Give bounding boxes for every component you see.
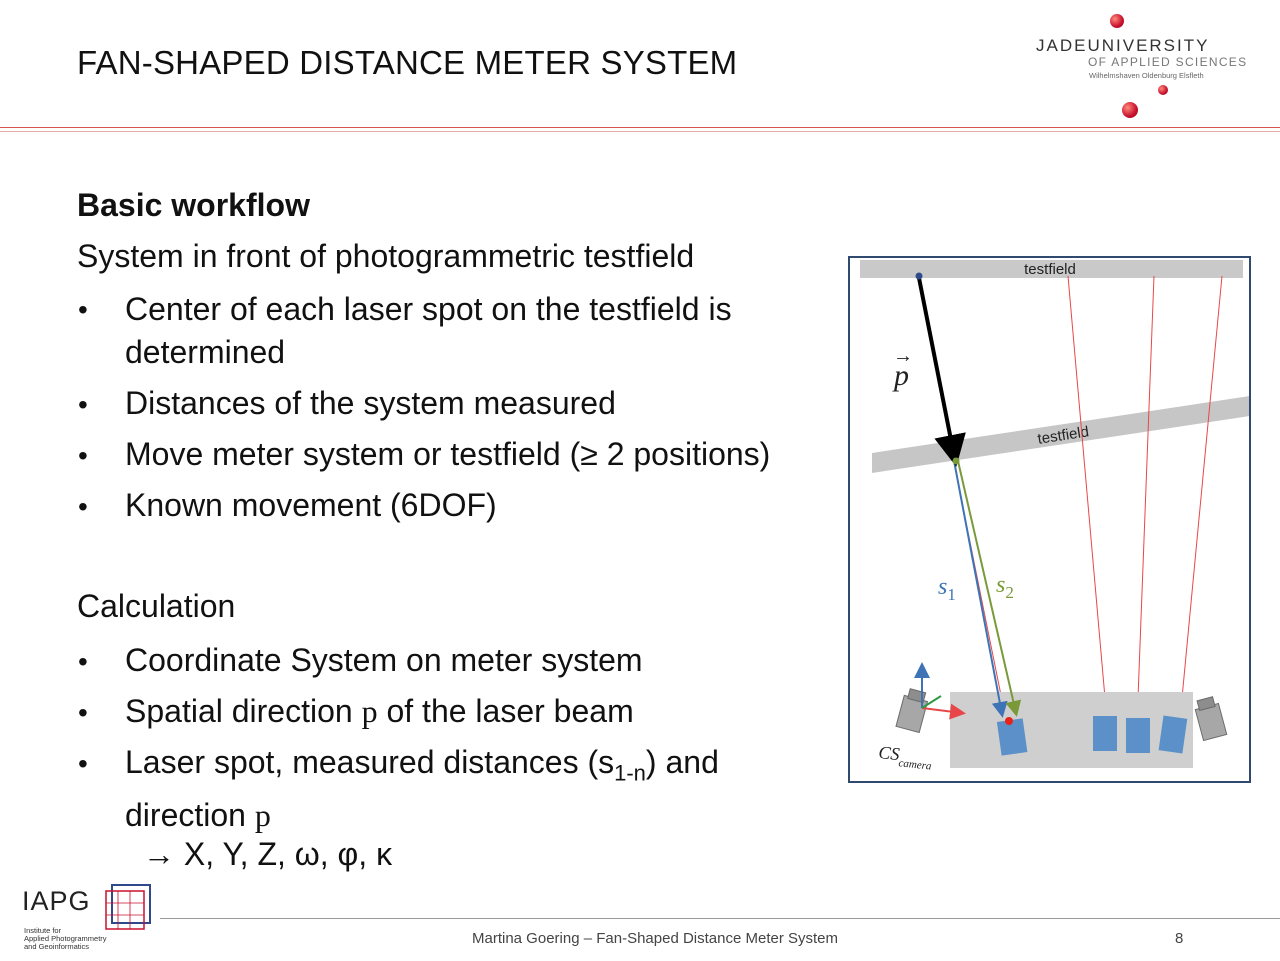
bullet-icon: • — [78, 294, 88, 325]
vector-arrow-glyph: → — [893, 345, 913, 367]
vector-p-symbol: p — [361, 693, 378, 729]
institute-logo-grid-icon — [104, 884, 154, 932]
logo-dot-icon — [1110, 14, 1124, 28]
calc-bullet-3-sub: 1-n — [614, 760, 646, 786]
university-logo — [1030, 10, 1270, 125]
section-heading: Basic workflow — [77, 187, 310, 223]
calc-bullet-3-post: ) and — [645, 744, 719, 780]
vector-p-arrow — [919, 278, 954, 455]
laser-spot-tilted — [953, 458, 960, 465]
laser-sensor — [1126, 718, 1150, 753]
calculation-heading: Calculation — [77, 588, 236, 624]
s1-label: $s_1$ — [938, 574, 956, 604]
logo-subtitle: OF APPLIED SCIENCES — [1088, 55, 1248, 69]
calc-bullet-3-line2: direction — [125, 797, 255, 834]
laser-beam-red — [1138, 276, 1154, 698]
calc-bullet-2 — [125, 690, 845, 733]
calc-bullet-1: Coordinate System on meter system — [125, 642, 643, 678]
laser-sensor — [997, 718, 1027, 755]
footer-divider — [160, 918, 1280, 919]
page-number: 8 — [1175, 930, 1184, 947]
workflow-bullet-2: Distances of the system measured — [125, 385, 616, 421]
camera-right-icon — [1193, 696, 1227, 741]
bullet-icon: • — [78, 646, 88, 677]
header-divider — [0, 127, 1280, 128]
bullet-icon: • — [78, 748, 88, 779]
bullet-icon: • — [78, 491, 88, 522]
laser-beam-red — [1068, 276, 1105, 698]
logo-name: JADEUNIVERSITY — [1036, 36, 1210, 55]
logo-locations: Wilhelmshaven Oldenburg Elsfleth — [1089, 71, 1204, 80]
laser-sensor — [1159, 715, 1188, 753]
workflow-bullet-4: Known movement (6DOF) — [125, 487, 497, 523]
logo-dot-icon — [1122, 102, 1138, 118]
bullet-icon: • — [78, 389, 88, 420]
diagram-svg — [850, 258, 1249, 781]
sensor-origin-point — [1005, 717, 1013, 725]
testfield-top-label: testfield — [1024, 261, 1076, 278]
workflow-bullet-1: Center of each laser spot on the testfield is determined — [125, 291, 732, 370]
calc-bullet-2-pre: Spatial direction — [125, 693, 362, 729]
bullet-icon: • — [78, 440, 88, 471]
institute-line: Institute for — [24, 926, 62, 935]
workflow-bullet-3: Move meter system or testfield (≥ 2 positions) — [125, 436, 771, 472]
vector-p-label: p — [894, 359, 909, 392]
meter-system-base — [950, 692, 1193, 768]
institute-line: and Geoinformatics — [24, 942, 90, 951]
header-divider-light — [0, 131, 1280, 132]
institute-line: Applied Photogrammetry — [24, 934, 107, 943]
bullet-icon: • — [78, 697, 88, 728]
footer-author: Martina Goering – Fan-Shaped Distance Meter System — [472, 930, 838, 947]
slide-title: FAN-SHAPED DISTANCE METER SYSTEM — [77, 44, 738, 81]
testfield-tilted-label: testfield — [1036, 423, 1091, 448]
logo-dot-icon — [1158, 85, 1168, 95]
laser-spot-top — [916, 273, 923, 280]
s2-label: $s_2$ — [996, 572, 1014, 602]
result-line: → X, Y, Z, ω, φ, κ — [143, 836, 393, 872]
vector-p-symbol: p — [254, 797, 271, 834]
calc-bullet-2-post: of the laser beam — [377, 693, 634, 729]
laser-sensor — [1093, 716, 1117, 751]
intro-text: System in front of photogrammetric testfield — [77, 238, 695, 274]
camera-left-icon — [896, 688, 930, 733]
institute-logo: IAPG — [22, 886, 91, 916]
workflow-diagram — [848, 256, 1251, 783]
laser-beam-red — [1182, 276, 1222, 698]
calc-bullet-3 — [125, 741, 845, 837]
calc-bullet-3-pre: Laser spot, measured distances (s — [125, 744, 615, 780]
cs-camera-label: $CS_{camera}$ — [877, 742, 933, 773]
